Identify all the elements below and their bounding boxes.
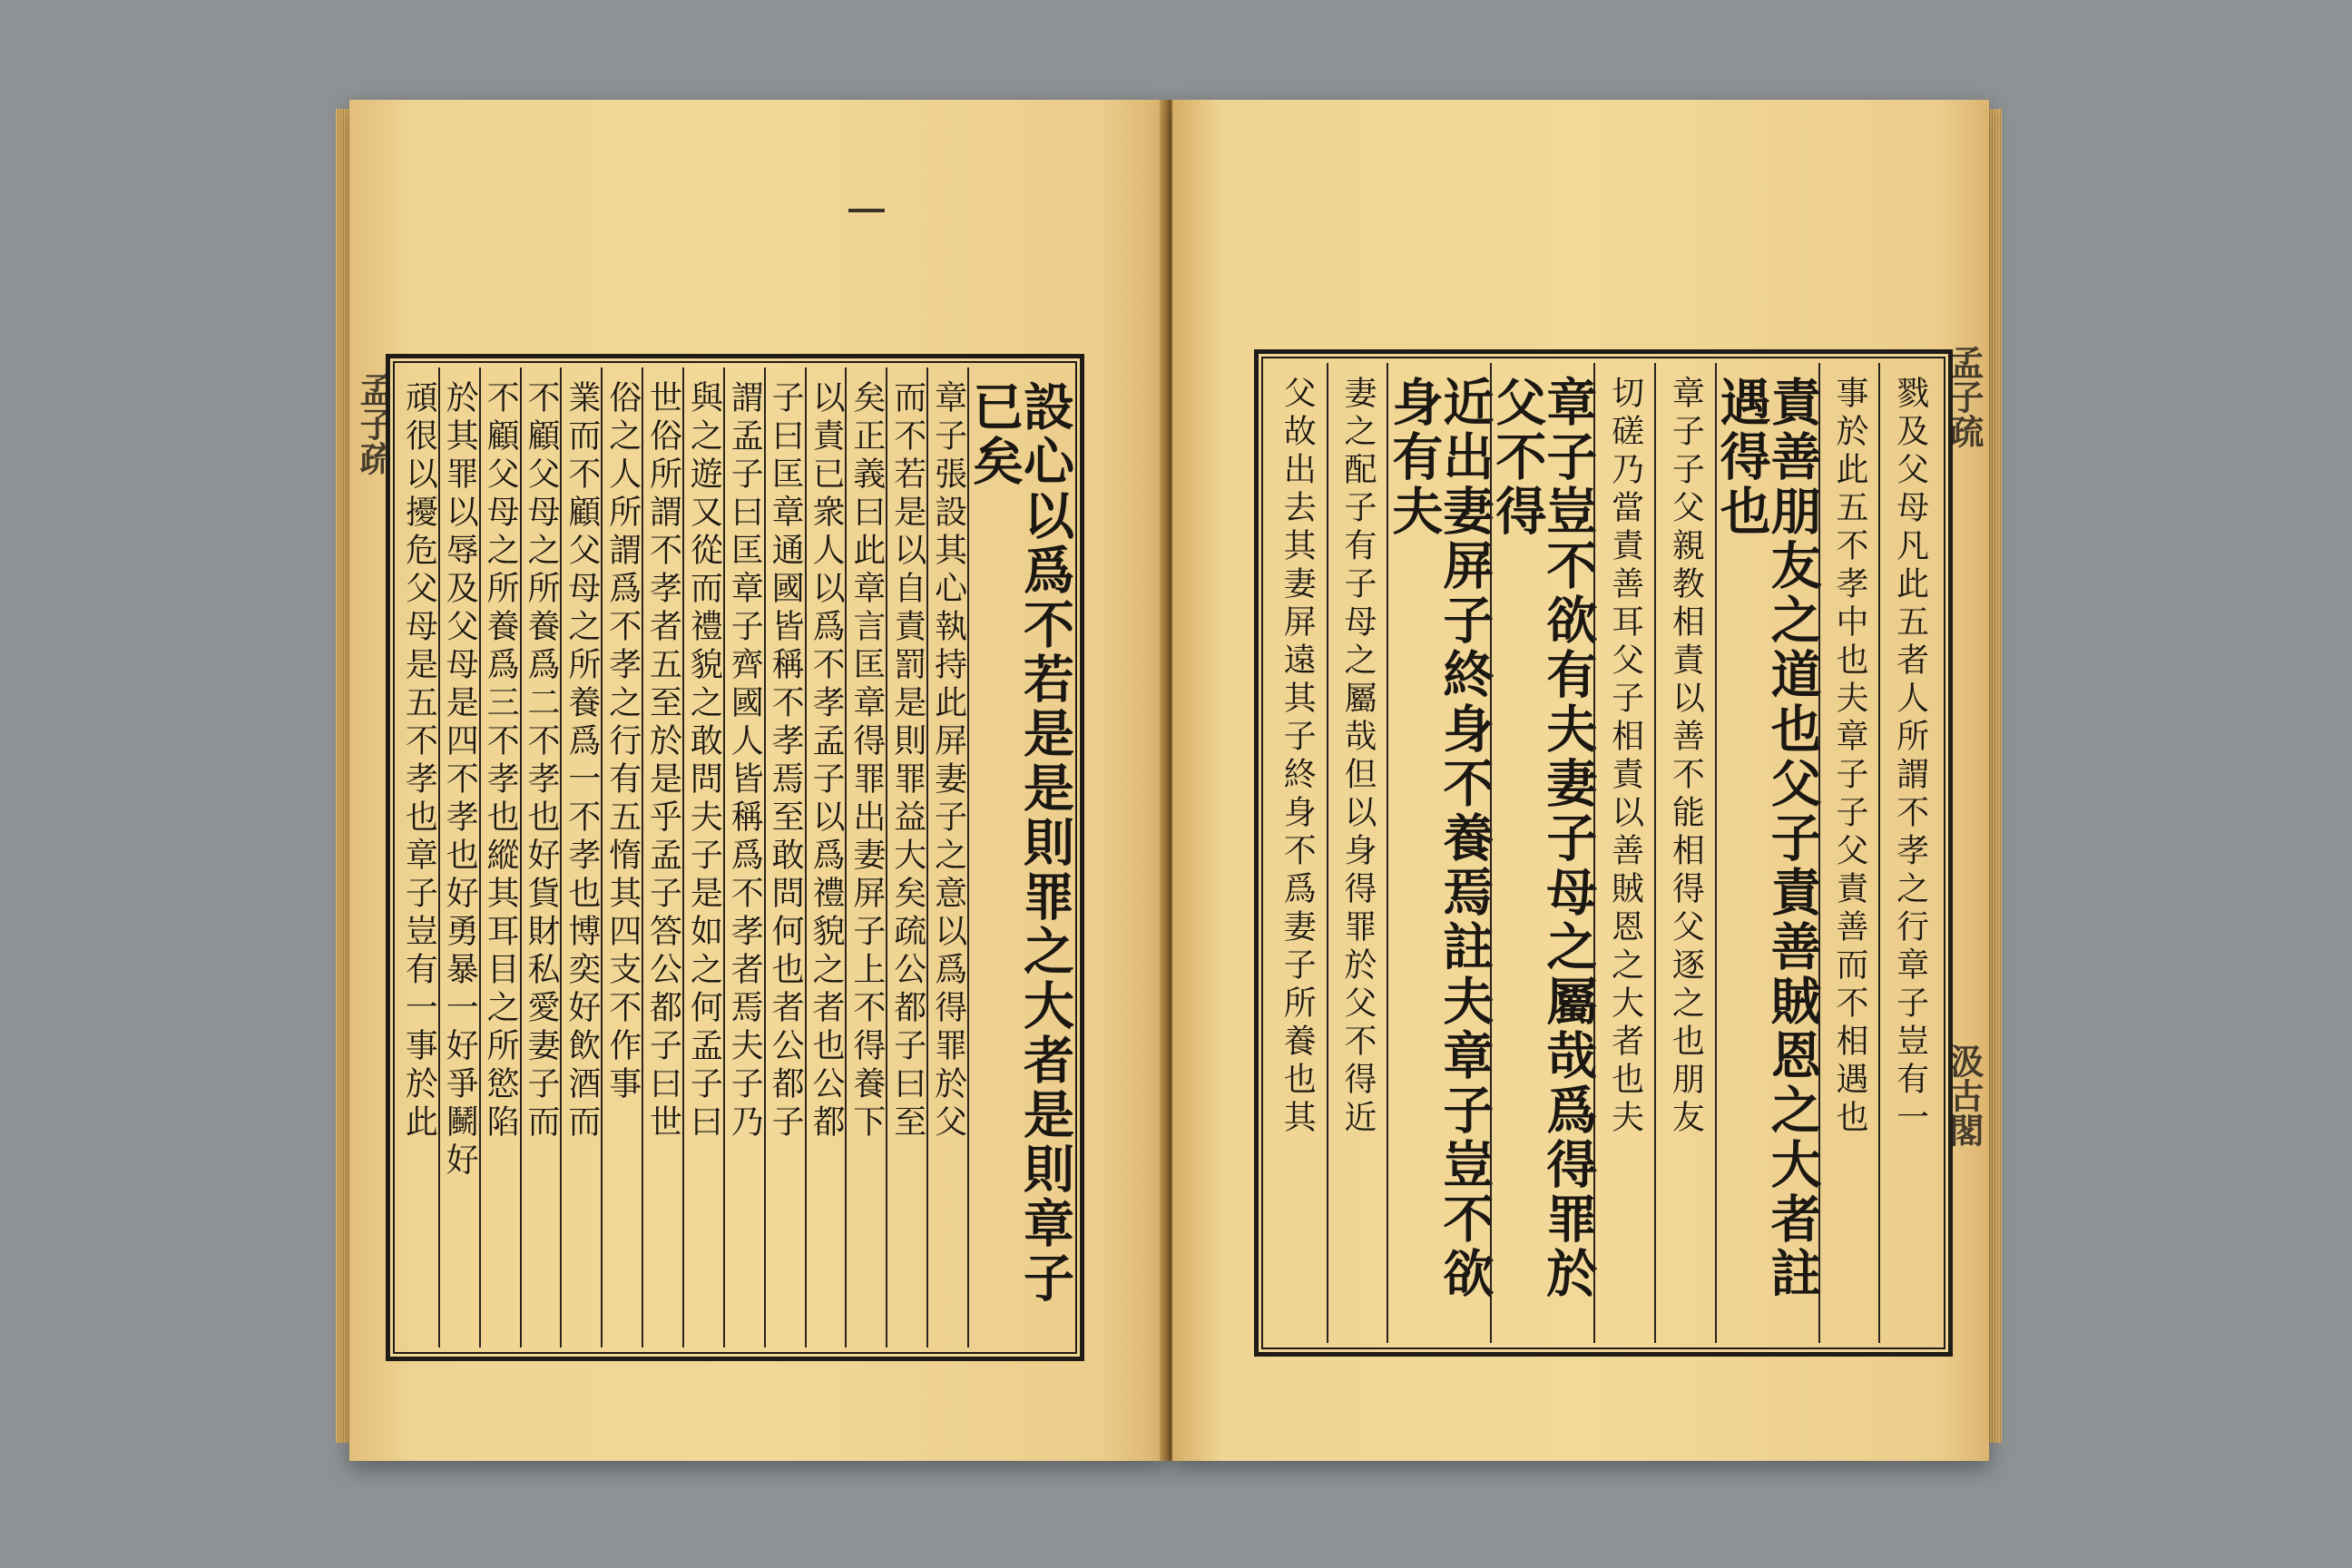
- text-column: [479, 368, 520, 1348]
- right-margin-label-top: 孟子疏: [1944, 345, 1984, 448]
- text-column: [1384, 363, 1495, 1343]
- page-mark: [848, 209, 885, 212]
- column-text: 謂孟子曰匡章子齊國人皆稱爲不孝者焉夫子乃: [726, 380, 764, 1142]
- left-page: [349, 100, 1166, 1461]
- column-text: 妻之配子有子母之屬哉但以身得罪於父不得近: [1338, 376, 1377, 1138]
- text-column: [560, 368, 601, 1348]
- column-text: 父故出去其妻屏遠其子終身不爲妻子所養也其: [1279, 376, 1317, 1138]
- column-text: 不顧父母之所養爲三不孝也縱其耳目之所慾陷: [482, 380, 520, 1142]
- text-column: [1654, 363, 1715, 1343]
- column-text: 子曰匡章通國皆稱不孝焉至敢問何也者公都子: [767, 380, 805, 1142]
- text-column: [642, 368, 682, 1348]
- text-column: [520, 368, 561, 1348]
- column-text: 近出妻屏子終身不養焉註夫章子豈不欲身有夫: [1384, 376, 1495, 1301]
- column-text: 不顧父母之所養爲二不孝也好貨財私愛妻子而: [522, 380, 560, 1142]
- column-text: 章子子父親教相責以善不能相得父逐之也朋友: [1667, 376, 1705, 1138]
- column-text: 於其罪以辱及父母是四不孝也好勇暴一好爭鬭好: [441, 380, 479, 1181]
- text-column: [764, 368, 805, 1348]
- text-column: [886, 368, 926, 1348]
- right-columns: [1268, 363, 1939, 1343]
- right-margin-label-bottom: 汲古閣: [1944, 1044, 1984, 1147]
- column-text: 戮及父母凡此五者人所謂不孝之行章子豈有一: [1891, 376, 1929, 1138]
- column-text: 俗之人所謂爲不孝之行有五惰其四支不作事: [603, 380, 642, 1104]
- column-text: 世俗所謂不孝者五至於是乎孟子答公都子曰世: [644, 380, 682, 1142]
- text-column: [438, 368, 479, 1348]
- column-text: 切磋乃當責善耳父子相責以善賊恩之大者也夫: [1606, 376, 1644, 1138]
- text-column: [1593, 363, 1654, 1343]
- left-columns: [399, 368, 1075, 1348]
- right-text-frame: [1254, 349, 1953, 1357]
- text-column: [399, 368, 438, 1348]
- text-column: [926, 368, 967, 1348]
- column-text: 與之遊又從而禮貌之敢問夫子是如之何孟子曰: [685, 380, 723, 1142]
- text-column: [1327, 363, 1387, 1343]
- column-text: 事於此五不孝中也夫章子子父責善而不相遇也: [1830, 376, 1868, 1138]
- column-text: 設心以爲不若是是則罪之大者是則章子已矣: [965, 380, 1075, 1306]
- right-page: [1172, 100, 1989, 1461]
- column-text: 而不若是以自責罰是則罪益大矣疏公都子曰至: [888, 380, 926, 1142]
- text-column: [845, 368, 886, 1348]
- column-text: 責善朋友之道也父子責善賊恩之大者註遇得也: [1711, 376, 1823, 1301]
- left-text-frame: [386, 354, 1084, 1361]
- text-column: [1878, 363, 1939, 1343]
- text-column: [601, 368, 642, 1348]
- text-column: [965, 368, 1075, 1348]
- column-text: 矣正義曰此章言匡章得罪出妻屏子上不得養下: [848, 380, 886, 1142]
- left-margin-label: 孟子疏: [354, 372, 395, 475]
- text-column: [723, 368, 764, 1348]
- column-text: 章子豈不欲有夫妻子母之屬哉爲得罪於父不得: [1487, 376, 1599, 1301]
- column-text: 頑很以擾危父母是五不孝也章子豈有一事於此: [400, 380, 438, 1142]
- text-column: [1268, 363, 1327, 1343]
- text-column: [805, 368, 846, 1348]
- column-text: 業而不顧父母之所養爲一不孝也博奕好飲酒而: [563, 380, 601, 1142]
- column-text: 以責已衆人以爲不孝孟子以爲禮貌之者也公都: [807, 380, 845, 1142]
- text-column: [1818, 363, 1879, 1343]
- text-column: [1487, 363, 1599, 1343]
- text-column: [1711, 363, 1823, 1343]
- text-column: [682, 368, 723, 1348]
- column-text: 章子張設其心執持此屏妻子之意以爲得罪於父: [929, 380, 967, 1142]
